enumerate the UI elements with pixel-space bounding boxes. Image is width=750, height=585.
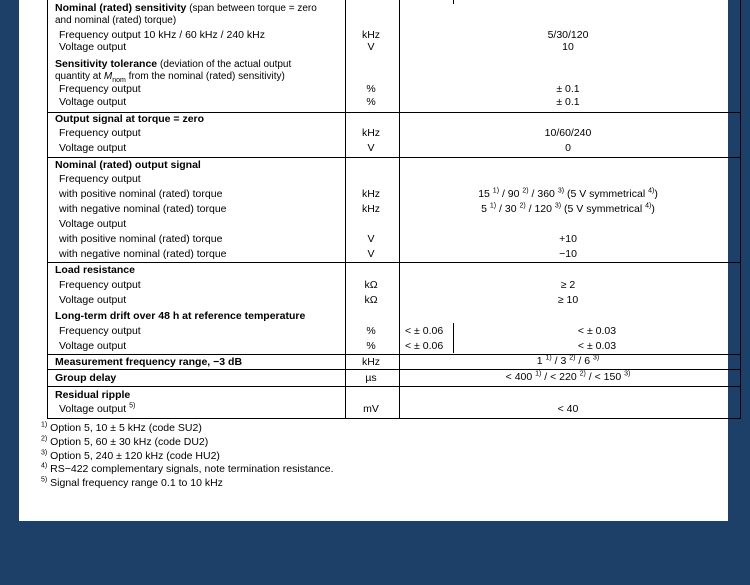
row-label: Voltage output xyxy=(59,294,127,306)
row-unit: kΩ xyxy=(364,279,378,291)
row-value: 15 $^{1)}$ / 90 $^{2)}$ / 360 $^{3)}$ (5 V symmetrical $^{4)}$) xyxy=(478,187,658,200)
section-title: Residual ripple xyxy=(55,389,131,401)
row-unit: mV xyxy=(363,403,379,415)
footnote: $^{4)}$ RS−422 complementary signals, note termination resistance. xyxy=(41,462,334,475)
row-value-right: < ± 0.03 xyxy=(577,340,617,352)
row-label: Voltage output xyxy=(59,218,127,230)
row-unit: V xyxy=(367,41,375,53)
footnote: $^{1)}$ Option 5, 10 ± 5 kHz (code SU2) xyxy=(41,421,202,434)
section-title: Nominal (rated) output signal xyxy=(55,159,201,171)
row-label: Voltage output $^{5)}$ xyxy=(59,402,136,415)
section-title: Measurement frequency range, −3 dB xyxy=(55,356,243,368)
row-divider xyxy=(48,157,740,158)
row-divider xyxy=(48,262,740,263)
row-label: Frequency output 10 kHz / 60 kHz / 240 kHz xyxy=(59,29,266,41)
row-value: 10 xyxy=(562,41,574,53)
row-label: Frequency output xyxy=(59,83,141,95)
row-value-left: < ± 0.06 xyxy=(405,325,444,337)
row-unit: % xyxy=(366,340,376,352)
row-value: 10/60/240 xyxy=(544,127,592,139)
row-value: ≥ 10 xyxy=(557,294,579,306)
row-label: with positive nominal (rated) torque xyxy=(59,188,223,200)
row-value: < 40 xyxy=(557,403,579,415)
row-unit: % xyxy=(366,96,376,108)
row-unit: V xyxy=(367,248,375,260)
row-value: < 400 $^{1)}$ / < 220 $^{2)}$ / < 150 $^{3)}$ xyxy=(505,370,631,383)
row-value: ≥ 2 xyxy=(560,279,576,291)
row-unit: kHz xyxy=(361,203,381,215)
row-label: Frequency output xyxy=(59,325,141,337)
row-divider xyxy=(48,369,740,370)
section-title: Nominal (rated) sensitivity (span between torque = zero xyxy=(55,2,317,14)
column-divider-top-stub xyxy=(453,0,454,4)
row-label: Voltage output xyxy=(59,340,127,352)
row-unit: µs xyxy=(365,372,377,384)
row-value: 1 $^{1)}$ / 3 $^{2)}$ / 6 $^{3)}$ xyxy=(536,354,600,367)
footnote: $^{5)}$ Signal frequency range 0.1 to 10 kHz xyxy=(41,476,223,489)
section-title: Sensitivity tolerance (deviation of the actual output xyxy=(55,58,292,70)
row-unit: V xyxy=(367,233,375,245)
row-unit: V xyxy=(367,142,375,154)
row-value: −10 xyxy=(559,248,577,260)
row-value: ± 0.1 xyxy=(556,83,580,95)
section-title: Group delay xyxy=(55,372,117,384)
row-label: Voltage output xyxy=(59,142,127,154)
row-unit: kΩ xyxy=(364,294,378,306)
row-label: with negative nominal (rated) torque xyxy=(59,248,227,260)
row-value: ± 0.1 xyxy=(556,96,580,108)
section-note: and nominal (rated) torque) xyxy=(55,15,177,26)
footnote: $^{2)}$ Option 5, 60 ± 30 kHz (code DU2) xyxy=(41,435,209,448)
section-title: Load resistance xyxy=(55,264,135,276)
footnote: $^{3)}$ Option 5, 240 ± 120 kHz (code HU2) xyxy=(41,449,220,462)
row-unit: % xyxy=(366,325,376,337)
row-value: +10 xyxy=(559,233,577,245)
row-value-right: < ± 0.03 xyxy=(577,325,617,337)
row-value: 5/30/120 xyxy=(547,29,589,41)
row-unit: kHz xyxy=(361,29,381,41)
section-title: Output signal at torque = zero xyxy=(55,113,205,125)
section-note: quantity at $M_{nom}$ from the nominal (rated) sensitivity) xyxy=(55,71,285,84)
row-label: Frequency output xyxy=(59,173,141,185)
specification-table xyxy=(47,0,741,419)
row-label: Frequency output xyxy=(59,279,141,291)
row-label: Voltage output xyxy=(59,41,127,53)
row-label: Voltage output xyxy=(59,96,127,108)
row-unit: kHz xyxy=(361,188,381,200)
row-divider xyxy=(48,386,740,387)
spec-sheet-page xyxy=(19,0,728,521)
row-label: with negative nominal (rated) torque xyxy=(59,203,227,215)
row-value: 0 xyxy=(565,142,571,154)
row-value-left: < ± 0.06 xyxy=(405,340,444,352)
row-label: Frequency output xyxy=(59,127,141,139)
row-value: 5 $^{1)}$ / 30 $^{2)}$ / 120 $^{3)}$ (5 V symmetrical $^{4)}$) xyxy=(481,202,655,215)
section-title: Long-term drift over 48 h at reference temperature xyxy=(55,310,306,322)
row-unit: kHz xyxy=(361,127,381,139)
row-unit: % xyxy=(366,83,376,95)
row-unit: kHz xyxy=(361,356,381,368)
row-label: with positive nominal (rated) torque xyxy=(59,233,223,245)
